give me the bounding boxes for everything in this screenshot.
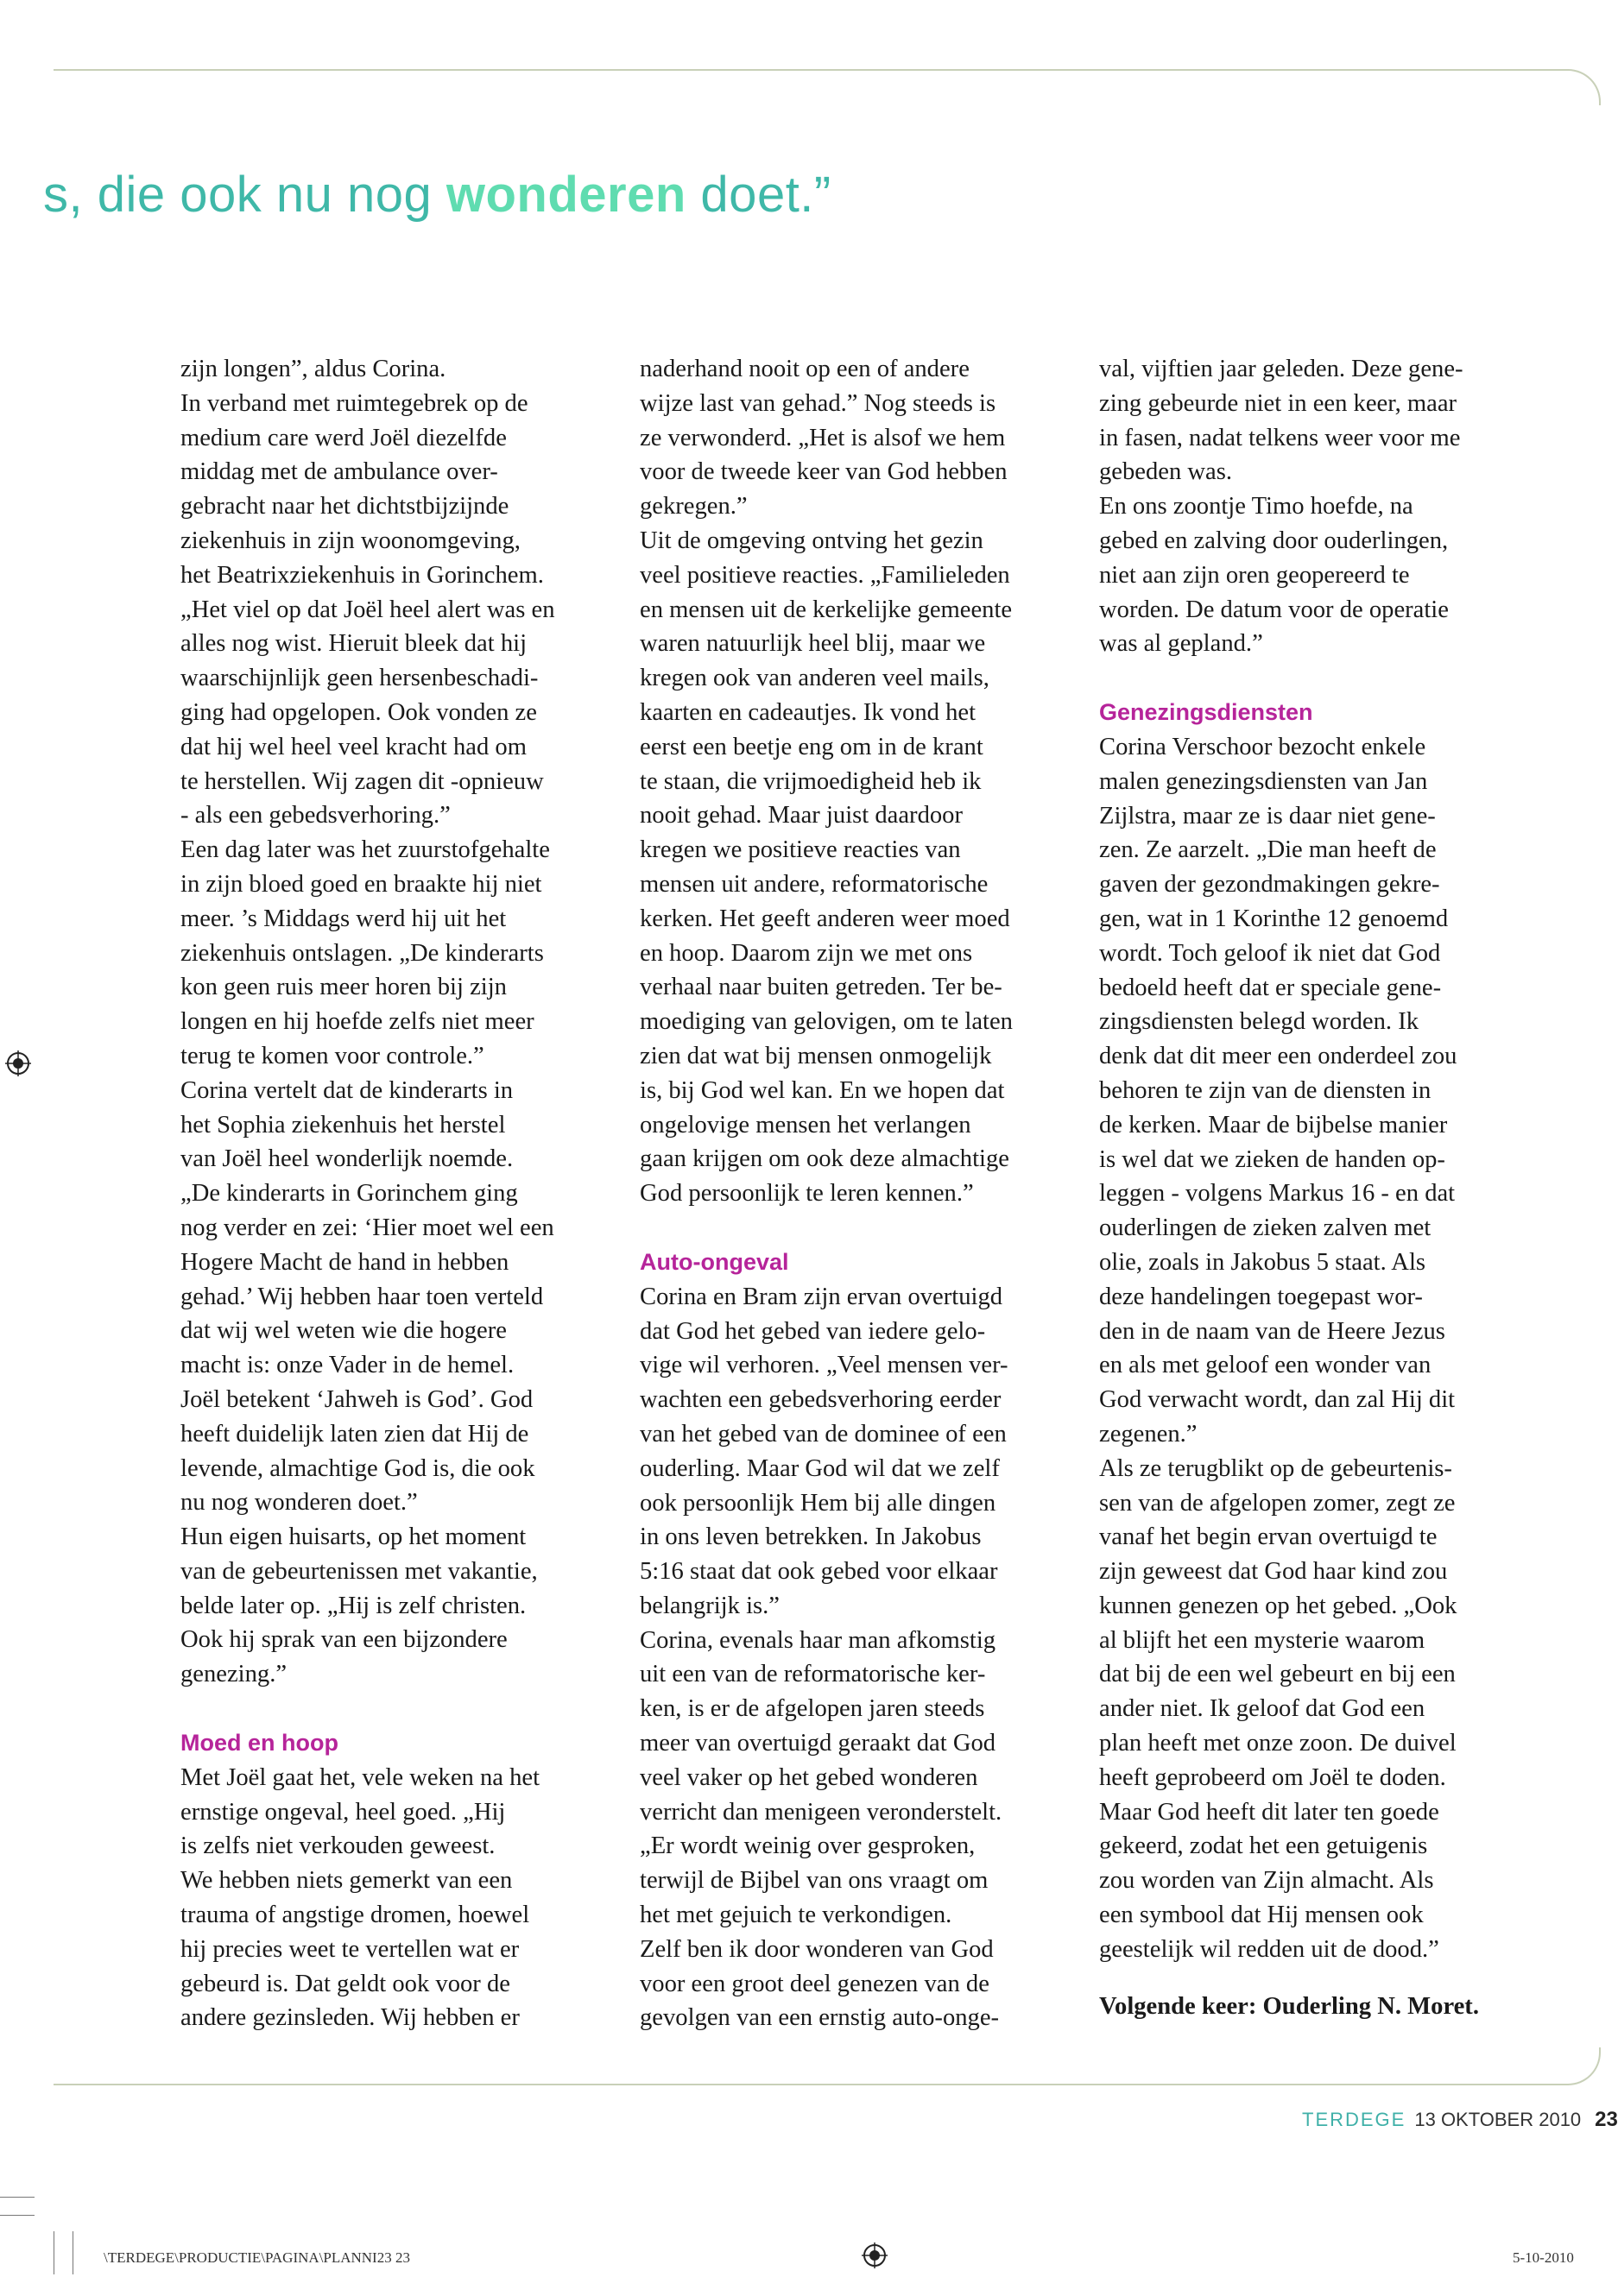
text-line: gekregen.” [640,493,748,520]
text-line: zingsdiensten belegd worden. Ik [1099,1008,1419,1036]
text-line: En ons zoontje Timo hoefde, na [1099,493,1413,520]
text-line: is, bij God wel kan. En we hopen dat [640,1076,1005,1104]
article-column-3 [1099,352,1531,2023]
text-line: ouderling. Maar God wil dat we zelf [640,1454,1000,1482]
text-line: wordt. Toch geloof ik niet dat God [1099,939,1441,967]
text-line: alles nog wist. Hieruit bleek dat hij [180,630,528,658]
text-line: niet aan zijn oren geopereerd te [1099,561,1410,589]
text-line: het met gejuich te verkondigen. [640,1902,952,1929]
text-line: veel positieve reacties. „Familieleden [640,561,1010,589]
text-line: ander niet. Ik geloof dat God een [1099,1695,1425,1723]
text-line: het Beatrixziekenhuis in Gorinchem. [180,561,544,589]
text-line: in fasen, nadat telkens weer voor me [1099,424,1461,451]
text-line: te staan, die vrijmoedigheid heb ik [640,767,982,795]
text-line: uit een van de reformatorische ker- [640,1661,986,1688]
magazine-name: TERDEGE [1302,2109,1406,2130]
text-line: vige wil verhoren. „Veel mensen ver- [640,1352,1008,1379]
text-line: Als ze terugblikt op de gebeurtenis- [1099,1454,1452,1482]
text-line: kregen ook van anderen veel mails, [640,665,989,692]
text-line: kregen we positieve reacties van [640,836,961,864]
text-line: kerken. Het geeft anderen weer moed [640,905,1010,932]
text-line: bedoeld heeft dat er speciale gene- [1099,974,1442,1001]
text-line: verhaal naar buiten getreden. Ter be- [640,974,1002,1001]
text-line: val, vijftien jaar geleden. Deze gene- [1099,356,1463,382]
text-line: behoren te zijn van de diensten in [1099,1076,1432,1104]
text-line: nu nog wonderen doet.” [180,1489,418,1517]
text-line: zou worden van Zijn almacht. Als [1099,1867,1434,1895]
production-slug-date: 5-10-2010 [1513,2249,1574,2266]
text-line: plan heeft met onze zoon. De duivel [1099,1730,1457,1757]
text-line: eerst een beetje eng om in de krant [640,733,983,760]
text-line: deze handelingen toegepast wor- [1099,1283,1423,1310]
text-line: hij precies weet te vertellen wat er [180,1935,520,1963]
text-line: nog verder en zei: ‘Hier moet wel een [180,1214,554,1241]
text-line: zen. Ze aarzelt. „Die man heeft de [1099,836,1437,864]
text-line: kaarten en cadeautjes. Ik vond het [640,698,976,726]
text-line: gebed en zalving door ouderlingen, [1099,527,1449,554]
pull-quote-emphasis: wonderen [446,167,686,223]
text-line: macht is: onze Vader in de hemel. [180,1352,515,1379]
text-line: belde later op. „Hij is zelf christen. [180,1592,527,1619]
text-line: „De kinderarts in Gorinchem ging [180,1180,518,1208]
next-installment-note: Volgende keer: Ouderling N. Moret. [1099,1992,1479,2020]
text-line: in zijn bloed goed en braakte hij niet [180,870,542,898]
text-line: andere gezinsleden. Wij hebben er [180,2004,520,2032]
pull-quote-tail: doet.” [686,167,831,223]
article-column-2 [640,352,1071,2035]
text-line: middag met de ambulance over- [180,458,498,486]
text-line: gebeurd is. Dat geldt ook voor de [180,1970,510,1997]
pull-quote-lead: s, die ook nu nog [43,167,446,223]
text-line: Joël betekent ‘Jahweh is God’. God [180,1385,534,1413]
text-line: en mensen uit de kerkelijke gemeente [640,596,1013,623]
text-line: waren natuurlijk heel blij, maar we [640,630,986,658]
article-column-1 [180,352,612,2035]
text-line: wachten een gebedsverhoring eerder [640,1386,1002,1414]
section-heading: Auto-ongeval [640,1248,789,1275]
text-line: ook persoonlijk Hem bij alle dingen [640,1489,996,1517]
text-line: te herstellen. Wij zagen dit -opnieuw [180,767,544,795]
text-line: We hebben niets gemerkt van een [180,1867,513,1895]
text-line: gebracht naar het dichtstbijzijnde [180,493,509,520]
text-line: in ons leven betrekken. In Jakobus [640,1523,982,1551]
text-line: gebeden was. [1099,458,1233,486]
crop-mark [0,2215,35,2216]
production-slug-path: \TERDEGE\PRODUCTIE\PAGINA\PLANNI23 23 [104,2249,410,2266]
section-heading: Genezingsdiensten [1099,699,1313,726]
text-line: Corina vertelt dat de kinderarts in [180,1076,514,1104]
text-line: veel vaker op het gebed wonderen [640,1763,978,1791]
text-line: belangrijk is.” [640,1592,780,1619]
text-line: zijn geweest dat God haar kind zou [1099,1558,1448,1586]
text-line: Corina, evenals haar man afkomstig [640,1626,996,1654]
text-line: is wel dat we zieken de handen op- [1099,1145,1445,1173]
issue-date: 13 OKTOBER 2010 [1414,2109,1582,2130]
text-line: ziekenhuis ontslagen. „De kinderarts [180,939,544,967]
text-line: vanaf het begin ervan overtuigd te [1099,1523,1438,1551]
text-line: denk dat dit meer een onderdeel zou [1099,1043,1457,1070]
text-line: mensen uit andere, reformatorische [640,870,989,898]
text-line: en hoop. Daarom zijn we met ons [640,939,973,967]
text-line: gehad.’ Wij hebben haar toen verteld [180,1283,544,1310]
text-line: Corina en Bram zijn ervan overtuigd [640,1283,1003,1310]
text-line: Een dag later was het zuurstofgehalte [180,836,550,864]
text-line: olie, zoals in Jakobus 5 staat. Als [1099,1248,1426,1276]
text-line: terwijl de Bijbel van ons vraagt om [640,1867,989,1895]
text-line: ernstige ongeval, heel goed. „Hij [180,1798,506,1826]
text-line: Uit de omgeving ontving het gezin [640,527,983,554]
text-line: kon geen ruis meer horen bij zijn [180,974,507,1001]
text-line: Hogere Macht de hand in hebben [180,1248,509,1276]
text-line: medium care werd Joël diezelfde [180,424,507,451]
text-line: meer. ’s Middags werd hij uit het [180,905,507,932]
page-number: 23 [1595,2108,1618,2131]
text-line: worden. De datum voor de operatie [1099,596,1449,623]
crop-mark [0,2197,35,2198]
text-line: een symbool dat Hij mensen ook [1099,1902,1424,1929]
pull-quote [43,166,831,224]
section-heading: Moed en hoop [180,1730,338,1757]
text-line: voor de tweede keer van God hebben [640,458,1008,486]
registration-mark-icon [862,2242,888,2268]
text-line: gekeerd, zodat het een getuigenis [1099,1832,1428,1860]
text-line: moediging van gelovigen, om te laten [640,1008,1013,1036]
text-line: wijze last van gehad.” Nog steeds is [640,389,996,417]
text-line: longen en hij hoefde zelfs niet meer [180,1008,534,1036]
text-line: God persoonlijk te leren kennen.” [640,1180,974,1208]
text-line: gen, wat in 1 Korinthe 12 genoemd [1099,905,1449,932]
text-line: leggen - volgens Markus 16 - en dat [1099,1180,1456,1208]
text-line: den in de naam van de Heere Jezus [1099,1317,1445,1345]
text-line: terug te komen voor controle.” [180,1042,484,1069]
text-line: dat hij wel heel veel kracht had om [180,733,527,760]
text-line: van de gebeurtenissen met vakantie, [180,1557,538,1585]
text-line: voor een groot deel genezen van de [640,1970,989,1997]
text-line: genezing.” [180,1661,288,1688]
page-footer [1302,2108,1618,2132]
text-line: Corina Verschoor bezocht enkele [1099,733,1426,760]
text-line: Hun eigen huisarts, op het moment [180,1523,527,1551]
text-line: en als met geloof een wonder van [1099,1352,1432,1379]
text-line: Zelf ben ik door wonderen van God [640,1935,994,1963]
text-line: was al gepland.” [1099,630,1263,658]
text-line: 5:16 staat dat ook gebed voor elkaar [640,1558,998,1586]
text-line: dat God het gebed van iedere gelo- [640,1317,986,1345]
text-line: trauma of angstige dromen, hoewel [180,1902,530,1929]
text-line: Ook hij sprak van een bijzondere [180,1626,508,1654]
text-line: malen genezingsdiensten van Jan [1099,767,1428,795]
text-line: ongelovige mensen het verlangen [640,1111,971,1139]
text-line: zien dat wat bij mensen onmogelijk [640,1042,992,1069]
text-line: kunnen genezen op het gebed. „Ook [1099,1592,1457,1619]
text-line: al blijft het een mysterie waarom [1099,1626,1425,1654]
text-line: verricht dan menigeen veronderstelt. [640,1798,1002,1826]
text-line: „Het viel op dat Joël heel alert was en [180,596,555,623]
text-line: het Sophia ziekenhuis het herstel [180,1111,506,1139]
text-line: In verband met ruimtegebrek op de [180,389,528,417]
text-line: - als een gebedsverhoring.” [180,802,451,829]
text-line: nooit gehad. Maar juist daardoor [640,802,963,829]
text-line: levende, almachtige God is, die ook [180,1454,535,1482]
text-line: dat wij wel weten wie die hogere [180,1317,507,1345]
text-line: is zelfs niet verkouden geweest. [180,1832,496,1860]
text-line: gevolgen van een ernstig auto-onge- [640,2004,1000,2032]
page-frame-bottom [54,2047,1601,2085]
text-line: ziekenhuis in zijn woonomgeving, [180,527,521,554]
text-line: heeft geprobeerd om Joël te doden. [1099,1763,1446,1791]
text-line: sen van de afgelopen zomer, zegt ze [1099,1489,1456,1517]
text-line: meer van overtuigd geraakt dat God [640,1730,996,1757]
text-line: heeft duidelijk laten zien dat Hij de [180,1420,529,1448]
text-line: ging had opgelopen. Ook vonden ze [180,698,537,726]
text-line: ouderlingen de zieken zalven met [1099,1214,1432,1242]
text-line: God verwacht wordt, dan zal Hij dit [1099,1386,1456,1414]
text-line: waarschijnlijk geen hersenbeschadi- [180,665,539,692]
text-line: de kerken. Maar de bijbelse manier [1099,1111,1448,1139]
page-frame-top [54,69,1601,105]
text-line: gaven der gezondmakingen gekre- [1099,871,1440,899]
text-line: zing gebeurde niet in een keer, maar [1099,389,1457,417]
text-line: geestelijk wil redden uit de dood.” [1099,1935,1439,1963]
text-line: dat bij de een wel gebeurt en bij een [1099,1661,1456,1688]
text-line: Maar God heeft dit later ten goede [1099,1798,1439,1826]
text-line: van Joël heel wonderlijk noemde. [180,1145,514,1173]
text-line: ken, is er de afgelopen jaren steeds [640,1695,985,1723]
text-line: naderhand nooit op een of andere [640,356,970,382]
text-line: gaan krijgen om ook deze almachtige [640,1145,1009,1173]
registration-mark-icon [5,1050,31,1076]
text-line: ze verwonderd. „Het is alsof we hem [640,424,1006,451]
text-line: zegenen.” [1099,1420,1198,1448]
text-line: van het gebed van de dominee of een [640,1420,1007,1448]
text-line: Met Joël gaat het, vele weken na het [180,1763,540,1791]
text-line: „Er wordt weinig over gesproken, [640,1832,976,1860]
text-line: Zijlstra, maar ze is daar niet gene- [1099,802,1436,829]
text-line: zijn longen”, aldus Corina. [180,356,446,382]
